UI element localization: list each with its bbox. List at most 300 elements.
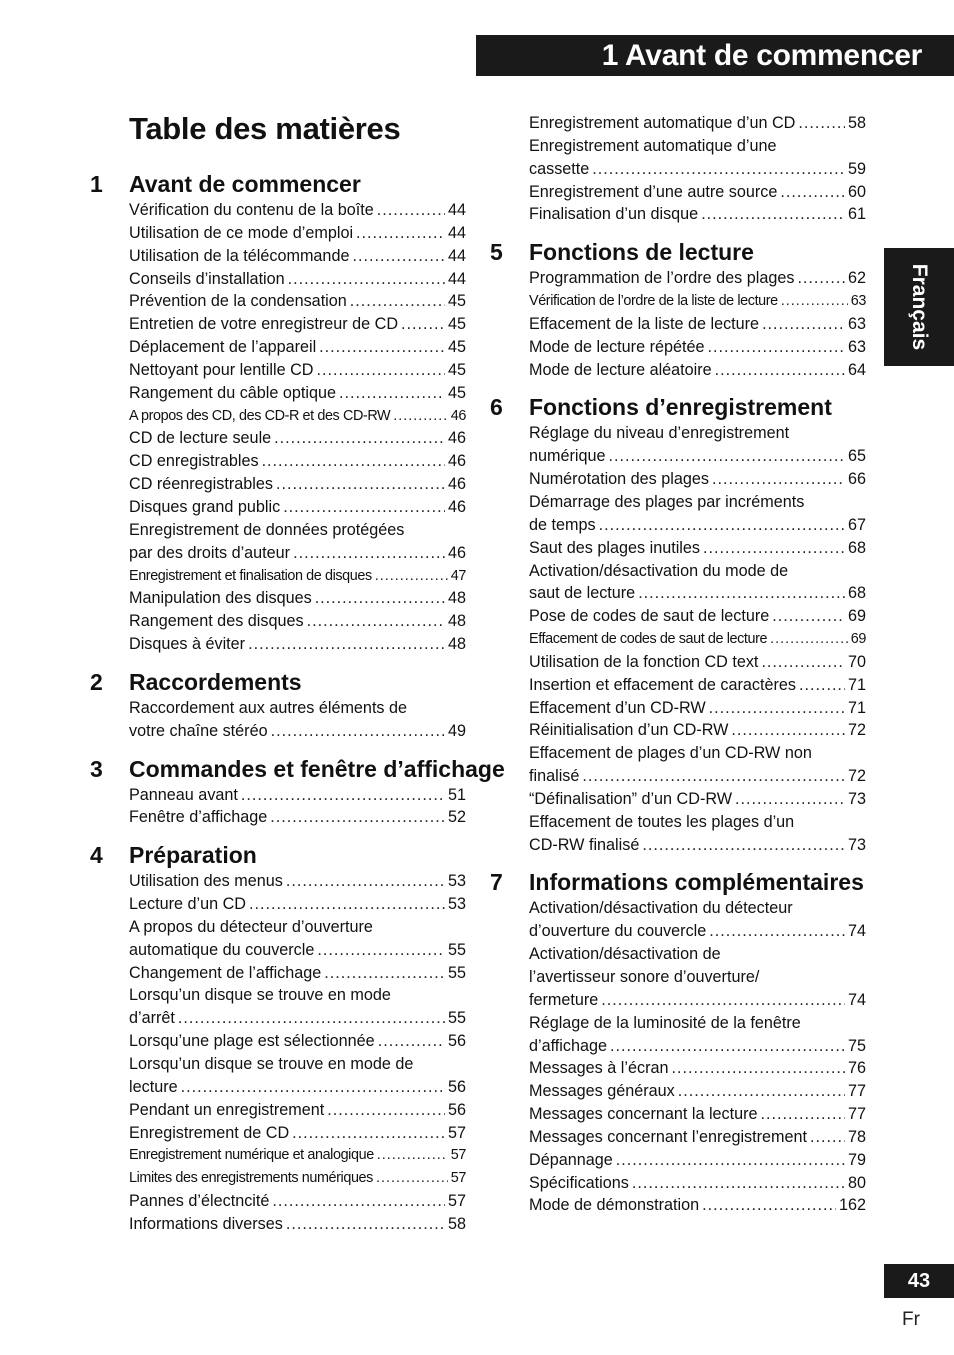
toc-entry-label: saut de lecture — [529, 584, 636, 603]
toc-entry[interactable] — [129, 222, 466, 245]
toc-entry-page: 45 — [447, 315, 466, 334]
toc-entry[interactable] — [129, 697, 466, 720]
toc-entry[interactable] — [529, 651, 866, 674]
dot-leader — [592, 158, 845, 181]
toc-entry-label: Utilisation des menus — [129, 872, 283, 891]
toc-entry-label: Pendant un enregistrement — [129, 1100, 325, 1119]
toc-entry-page: 65 — [847, 447, 866, 466]
toc-entry-label: Messages concernant la lecture — [529, 1105, 758, 1124]
toc-entry[interactable] — [529, 181, 866, 204]
toc-entry-page: 45 — [447, 338, 466, 357]
toc-entry-page: 47 — [450, 567, 466, 584]
section-number: 5 — [490, 239, 503, 266]
toc-entry-label: Enregistrement de données protégées — [129, 520, 405, 539]
dot-leader — [319, 336, 445, 359]
dot-leader — [316, 359, 445, 382]
toc-entry[interactable] — [529, 834, 866, 857]
toc-entry-label: lecture — [129, 1077, 178, 1096]
toc-entry-page: 46 — [447, 429, 466, 448]
toc-entry-page: 80 — [847, 1173, 866, 1192]
toc-entry-label: Finalisation d’un disque — [529, 205, 699, 224]
dot-leader — [181, 1076, 445, 1099]
toc-entry-label: Changement de l’affichage — [129, 963, 322, 982]
toc-entry-page: 75 — [847, 1036, 866, 1055]
toc-entry[interactable] — [129, 916, 466, 939]
toc-entry-page: 74 — [847, 990, 866, 1009]
dot-leader — [241, 784, 445, 807]
toc-entry[interactable] — [529, 468, 866, 491]
toc-entry-page: 44 — [447, 246, 466, 265]
language-side-tab — [884, 248, 954, 366]
toc-entry-label: Vérification du contenu de la boîte — [129, 201, 374, 219]
toc-entry-page: 55 — [447, 1009, 466, 1028]
dot-leader — [288, 268, 445, 291]
toc-entry-label: Réglage de la luminosité de la fenêtre — [529, 1013, 801, 1032]
toc-entry[interactable] — [529, 1126, 866, 1149]
toc-entry-label: Insertion et effacement de caractères — [529, 675, 796, 694]
toc-entry[interactable] — [529, 359, 866, 382]
toc-entry-page: 63 — [847, 314, 866, 333]
dot-leader — [582, 765, 845, 788]
toc-entry-label: CD-RW finalisé — [529, 835, 640, 854]
toc-section — [490, 866, 866, 1217]
toc-entry-page: 44 — [447, 201, 466, 219]
toc-entry-page: 70 — [847, 652, 866, 671]
toc-entry[interactable] — [529, 422, 866, 445]
dot-leader — [307, 610, 445, 633]
toc-entry-page: 57 — [450, 1170, 466, 1187]
dot-leader — [271, 720, 445, 743]
toc-section — [490, 391, 866, 856]
toc-entry[interactable] — [529, 290, 866, 313]
dot-leader — [799, 674, 845, 697]
toc-entry-label: Panneau avant — [129, 785, 238, 804]
toc-entry-label: Effacement d’un CD-RW — [529, 698, 706, 717]
toc-entry[interactable] — [129, 1144, 466, 1167]
dot-leader — [702, 1194, 836, 1217]
toc-entry-label: Prévention de la condensation — [129, 292, 347, 311]
toc-entry-page: 44 — [447, 223, 466, 242]
toc-entry[interactable] — [529, 158, 866, 181]
toc-entry[interactable] — [529, 697, 866, 720]
toc-entry[interactable] — [529, 1149, 866, 1172]
section-heading — [90, 753, 505, 784]
toc-entry[interactable] — [529, 989, 866, 1012]
toc-entry-page: 72 — [847, 767, 866, 786]
toc-entry-label: Vérification de l’ordre de la liste de lecture — [529, 293, 778, 310]
toc-entry[interactable] — [129, 939, 466, 962]
toc-entry-page: 45 — [447, 360, 466, 379]
dot-leader — [292, 1122, 445, 1145]
dot-leader — [262, 450, 445, 473]
toc-entry-label: Messages concernant l’enregistrement — [529, 1127, 808, 1146]
toc-entry[interactable] — [529, 1035, 866, 1058]
section-heading — [490, 391, 866, 422]
dot-leader — [709, 697, 845, 720]
toc-entry[interactable] — [129, 542, 466, 565]
toc-entry[interactable] — [129, 336, 466, 359]
toc-entry-label: CD enregistrables — [129, 452, 259, 471]
toc-entry-label: Lorsqu’un disque se trouve en mode — [129, 986, 391, 1005]
toc-entry[interactable] — [529, 1194, 866, 1217]
toc-entry-label: Lorsqu’un disque se trouve en mode de — [129, 1055, 414, 1073]
toc-entry-label: Pose de codes de saut de lecture — [529, 607, 770, 626]
toc-entry-page: 64 — [847, 360, 866, 379]
page-number: 43 — [907, 1270, 931, 1292]
toc-entry[interactable] — [129, 784, 466, 807]
toc-entry-page: 162 — [838, 1196, 866, 1215]
toc-entry-label: Conseils d’installation — [129, 269, 285, 288]
section-title: Commandes et fenêtre d’affichage — [129, 755, 505, 782]
dot-leader — [286, 870, 445, 893]
dot-leader — [270, 806, 445, 829]
section-title: Informations complémentaires — [529, 869, 864, 896]
toc-entry-label: d’ouverture du couvercle — [529, 922, 707, 941]
toc-right-column — [490, 112, 866, 1217]
toc-entry[interactable] — [129, 450, 466, 473]
toc-entry-page: 49 — [447, 721, 466, 740]
toc-entry[interactable] — [529, 765, 866, 788]
toc-entry-label: Programmation de l’ordre des plages — [529, 269, 795, 288]
toc-entry-label: Dépannage — [529, 1150, 613, 1169]
dot-leader — [376, 1167, 448, 1190]
toc-entry[interactable] — [129, 290, 466, 313]
dot-leader — [781, 290, 848, 313]
toc-entry-label: Enregistrement d’une autre source — [529, 182, 778, 201]
section-title: Fonctions de lecture — [529, 239, 754, 266]
toc-entry[interactable] — [529, 203, 866, 226]
dot-leader — [378, 1030, 445, 1053]
dot-leader — [703, 537, 845, 560]
toc-entry[interactable] — [129, 1122, 466, 1145]
toc-entry-page: 63 — [847, 337, 866, 356]
toc-entry[interactable] — [529, 537, 866, 560]
toc-entry[interactable] — [129, 587, 466, 610]
dot-leader — [293, 542, 445, 565]
toc-entry-label: Utilisation de la fonction CD text — [529, 652, 759, 671]
toc-entry-label: Lorsqu’une plage est sélectionnée — [129, 1032, 375, 1051]
toc-entry[interactable] — [529, 1057, 866, 1080]
toc-entry-label: Effacement de toutes les plages d’un — [529, 812, 795, 831]
toc-entry-page: 46 — [447, 543, 466, 562]
toc-entry[interactable] — [129, 893, 466, 916]
toc-entry-label: d’affichage — [529, 1036, 608, 1055]
toc-entry-label: A propos du détecteur d’ouverture — [129, 917, 373, 936]
dot-leader — [377, 1144, 448, 1167]
toc-entry-label: Spécifications — [529, 1173, 629, 1192]
toc-entry-label: CD de lecture seule — [129, 429, 272, 448]
toc-entry-label: Activation/désactivation du mode de — [529, 561, 789, 580]
toc-entry-label: Mode de lecture aléatoire — [529, 360, 712, 379]
toc-entry-page: 60 — [847, 182, 866, 201]
section-title: Préparation — [129, 842, 257, 869]
language-code: Fr — [902, 1309, 920, 1330]
section-number: 1 — [90, 171, 103, 197]
dot-leader — [609, 445, 845, 468]
toc-entry-label: Entretien de votre enregistreur de CD — [129, 315, 399, 334]
toc-entry-label: A propos des CD, des CD-R et des CD-RW — [129, 407, 391, 424]
toc-entry[interactable] — [129, 565, 466, 588]
toc-entry[interactable] — [529, 1080, 866, 1103]
toc-entry-label: par des droits d’auteur — [129, 543, 291, 562]
toc-entry[interactable] — [529, 628, 866, 651]
toc-entry[interactable] — [129, 1099, 466, 1122]
dot-leader — [810, 1126, 845, 1149]
toc-entry-page: 68 — [847, 538, 866, 557]
dot-leader — [283, 496, 445, 519]
dot-leader — [276, 473, 445, 496]
section-heading — [490, 236, 866, 267]
toc-entry[interactable] — [529, 920, 866, 943]
section-number: 6 — [490, 394, 503, 421]
dot-leader — [715, 359, 845, 382]
dot-leader — [761, 651, 845, 674]
toc-entry-label: Informations diverses — [129, 1214, 283, 1233]
toc-entry-label: finalisé — [529, 767, 580, 786]
toc-section — [90, 839, 466, 1236]
toc-entry-label: Raccordement aux autres éléments de — [129, 698, 408, 717]
section-title: Fonctions d’enregistrement — [529, 394, 832, 421]
toc-entry-label: d’arrêt — [129, 1009, 175, 1028]
toc-entry-label: Nettoyant pour lentille CD — [129, 360, 314, 379]
toc-entry-label: Activation/désactivation de — [529, 945, 721, 964]
toc-entry[interactable] — [529, 719, 866, 742]
toc-entry[interactable] — [529, 742, 866, 765]
toc-entry-label: Enregistrement automatique d’un CD — [529, 114, 796, 132]
toc-entry-page: 67 — [847, 515, 866, 534]
toc-section — [90, 168, 466, 656]
toc-entry[interactable] — [529, 267, 866, 290]
dot-leader — [315, 587, 445, 610]
toc-entry[interactable] — [129, 984, 466, 1007]
toc-entry-label: Utilisation de ce mode d’emploi — [129, 223, 354, 242]
dot-leader — [735, 788, 845, 811]
section-heading — [490, 866, 866, 897]
toc-entry[interactable] — [129, 1167, 466, 1190]
toc-entry-label: l’avertisseur sonore d’ouverture/ — [529, 968, 760, 986]
dot-leader — [678, 1080, 845, 1103]
section-number: 3 — [90, 755, 103, 782]
toc-entry[interactable] — [529, 582, 866, 605]
toc-entry-page: 69 — [847, 607, 866, 626]
toc-entry-label: Effacement de la liste de lecture — [529, 314, 760, 333]
toc-entry-label: Messages généraux — [529, 1082, 675, 1101]
section-heading — [90, 168, 466, 199]
toc-entry[interactable] — [129, 405, 466, 428]
toc-entry[interactable] — [529, 1103, 866, 1126]
dot-leader — [377, 199, 445, 222]
toc-entry-page: 56 — [447, 1032, 466, 1051]
toc-entry[interactable] — [129, 359, 466, 382]
dot-leader — [286, 1213, 445, 1236]
toc-entry[interactable] — [529, 811, 866, 834]
toc-entry-label: Activation/désactivation du détecteur — [529, 899, 793, 918]
toc-entry-label: Effacement de plages d’un CD-RW non — [529, 744, 812, 763]
dot-leader — [324, 962, 445, 985]
toc-entry[interactable] — [129, 870, 466, 893]
toc-entry[interactable] — [529, 514, 866, 537]
toc-entry-page: 48 — [447, 612, 466, 631]
toc-entry-page: 69 — [850, 631, 866, 648]
language-side-label: Français — [908, 263, 931, 351]
section-number: 7 — [490, 869, 503, 896]
toc-entry[interactable] — [529, 897, 866, 920]
dot-leader — [339, 382, 445, 405]
dot-leader — [772, 605, 845, 628]
toc-entry[interactable] — [529, 560, 866, 583]
toc-section-continued — [490, 112, 866, 226]
toc-entry[interactable] — [529, 674, 866, 697]
toc-entry-page: 56 — [447, 1077, 466, 1096]
toc-entry-page: 55 — [447, 940, 466, 959]
toc-entry-page: 59 — [847, 159, 866, 178]
dot-leader — [798, 112, 845, 135]
dot-leader — [610, 1035, 845, 1058]
toc-entry[interactable] — [129, 1213, 466, 1236]
toc-entry[interactable] — [129, 633, 466, 656]
toc-entry[interactable] — [529, 445, 866, 468]
toc-entry-page: 48 — [447, 635, 466, 654]
toc-entry[interactable] — [129, 1030, 466, 1053]
toc-entry-label: “Définalisation” d’un CD-RW — [529, 789, 733, 808]
toc-entry-page: 61 — [847, 205, 866, 224]
toc-entry-label: Fenêtre d’affichage — [129, 808, 268, 827]
toc-entry[interactable] — [129, 496, 466, 519]
toc-entry-label: Effacement de codes de saut de lecture — [529, 631, 768, 648]
toc-entry-page: 45 — [447, 292, 466, 311]
toc-entry-page: 72 — [847, 721, 866, 740]
page-title: Table des matières — [129, 111, 401, 146]
toc-entry[interactable] — [129, 268, 466, 291]
dot-leader — [762, 313, 845, 336]
toc-entry[interactable] — [529, 605, 866, 628]
toc-entry[interactable] — [529, 135, 866, 158]
dot-leader — [317, 939, 445, 962]
toc-entry[interactable] — [129, 245, 466, 268]
section-title: Raccordements — [129, 668, 302, 695]
toc-entry-page: 57 — [450, 1147, 466, 1164]
toc-entry-page: 66 — [847, 470, 866, 489]
dot-leader — [707, 336, 845, 359]
toc-entry[interactable] — [129, 806, 466, 829]
toc-entry[interactable] — [529, 491, 866, 514]
dot-leader — [601, 989, 845, 1012]
toc-entry-page: 78 — [847, 1127, 866, 1146]
toc-entry[interactable] — [129, 382, 466, 405]
section-heading — [90, 666, 466, 697]
dot-leader — [352, 245, 445, 268]
toc-entry[interactable] — [129, 720, 466, 743]
toc-entry-page: 48 — [447, 589, 466, 608]
toc-entry[interactable] — [529, 336, 866, 359]
dot-leader — [356, 222, 445, 245]
dot-leader — [770, 628, 848, 651]
page-number-box — [884, 1264, 954, 1298]
toc-entry-label: CD réenregistrables — [129, 475, 273, 494]
dot-leader — [709, 920, 845, 943]
toc-entry-page: 57 — [447, 1123, 466, 1142]
toc-entry[interactable] — [129, 199, 466, 222]
section-number: 2 — [90, 668, 103, 695]
toc-entry[interactable] — [129, 1076, 466, 1099]
toc-entry-page: 58 — [447, 1214, 466, 1233]
toc-entry[interactable] — [529, 966, 866, 989]
toc-left-column — [90, 168, 505, 1236]
toc-entry-page: 73 — [847, 789, 866, 808]
toc-entry[interactable] — [129, 962, 466, 985]
toc-entry[interactable] — [129, 473, 466, 496]
dot-leader — [599, 514, 845, 537]
section-heading — [90, 839, 466, 870]
toc-entry-page: 74 — [847, 922, 866, 941]
toc-entry-label: Messages à l’écran — [529, 1059, 669, 1078]
toc-entry-label: Lecture d’un CD — [129, 895, 246, 914]
dot-leader — [642, 834, 845, 857]
dot-leader — [638, 582, 845, 605]
toc-entry-label: Pannes d’électncité — [129, 1192, 270, 1211]
toc-entry-label: Utilisation de la télécommande — [129, 246, 350, 265]
toc-entry-page: 58 — [847, 114, 866, 132]
toc-entry[interactable] — [529, 1012, 866, 1035]
dot-leader — [375, 565, 448, 588]
toc-entry-label: Mode de lecture répétée — [529, 337, 705, 356]
toc-entry-page: 53 — [447, 895, 466, 914]
toc-entry[interactable] — [529, 313, 866, 336]
dot-leader — [616, 1149, 845, 1172]
toc-entry-label: votre chaîne stéréo — [129, 721, 268, 740]
dot-leader — [249, 893, 445, 916]
toc-entry[interactable] — [129, 519, 466, 542]
toc-entry[interactable] — [529, 112, 866, 135]
toc-entry-label: Enregistrement de CD — [129, 1123, 290, 1142]
toc-entry-page: 57 — [447, 1192, 466, 1211]
toc-entry-page: 56 — [447, 1100, 466, 1119]
toc-entry-label: fermeture — [529, 990, 599, 1009]
dot-leader — [797, 267, 845, 290]
toc-entry[interactable] — [529, 943, 866, 966]
toc-entry[interactable] — [529, 1172, 866, 1195]
chapter-header-bar — [476, 35, 954, 76]
toc-entry-page: 51 — [447, 785, 466, 804]
dot-leader — [632, 1172, 845, 1195]
toc-entry[interactable] — [129, 1190, 466, 1213]
section-number: 4 — [90, 842, 103, 869]
toc-entry-page: 63 — [850, 293, 866, 310]
dot-leader — [350, 290, 445, 313]
toc-entry-label: Limites des enregistrements numériques — [129, 1170, 373, 1187]
toc-entry-label: Rangement du câble optique — [129, 383, 336, 402]
dot-leader — [178, 1007, 445, 1030]
toc-entry[interactable] — [129, 1053, 466, 1076]
dot-leader — [780, 181, 845, 204]
dot-leader — [401, 313, 445, 336]
toc-entry-page: 73 — [847, 835, 866, 854]
toc-entry-page: 46 — [447, 475, 466, 494]
toc-entry-label: de temps — [529, 515, 596, 534]
dot-leader — [248, 633, 445, 656]
toc-entry-page: 46 — [447, 497, 466, 516]
toc-entry[interactable] — [129, 313, 466, 336]
toc-entry[interactable] — [129, 1007, 466, 1030]
toc-entry[interactable] — [129, 427, 466, 450]
toc-entry[interactable] — [529, 788, 866, 811]
dot-leader — [712, 468, 845, 491]
toc-entry-label: Manipulation des disques — [129, 589, 312, 608]
toc-entry[interactable] — [129, 610, 466, 633]
toc-entry-page: 53 — [447, 872, 466, 891]
chapter-header-title: 1 Avant de commencer — [601, 39, 922, 72]
toc-entry-page: 77 — [847, 1082, 866, 1101]
